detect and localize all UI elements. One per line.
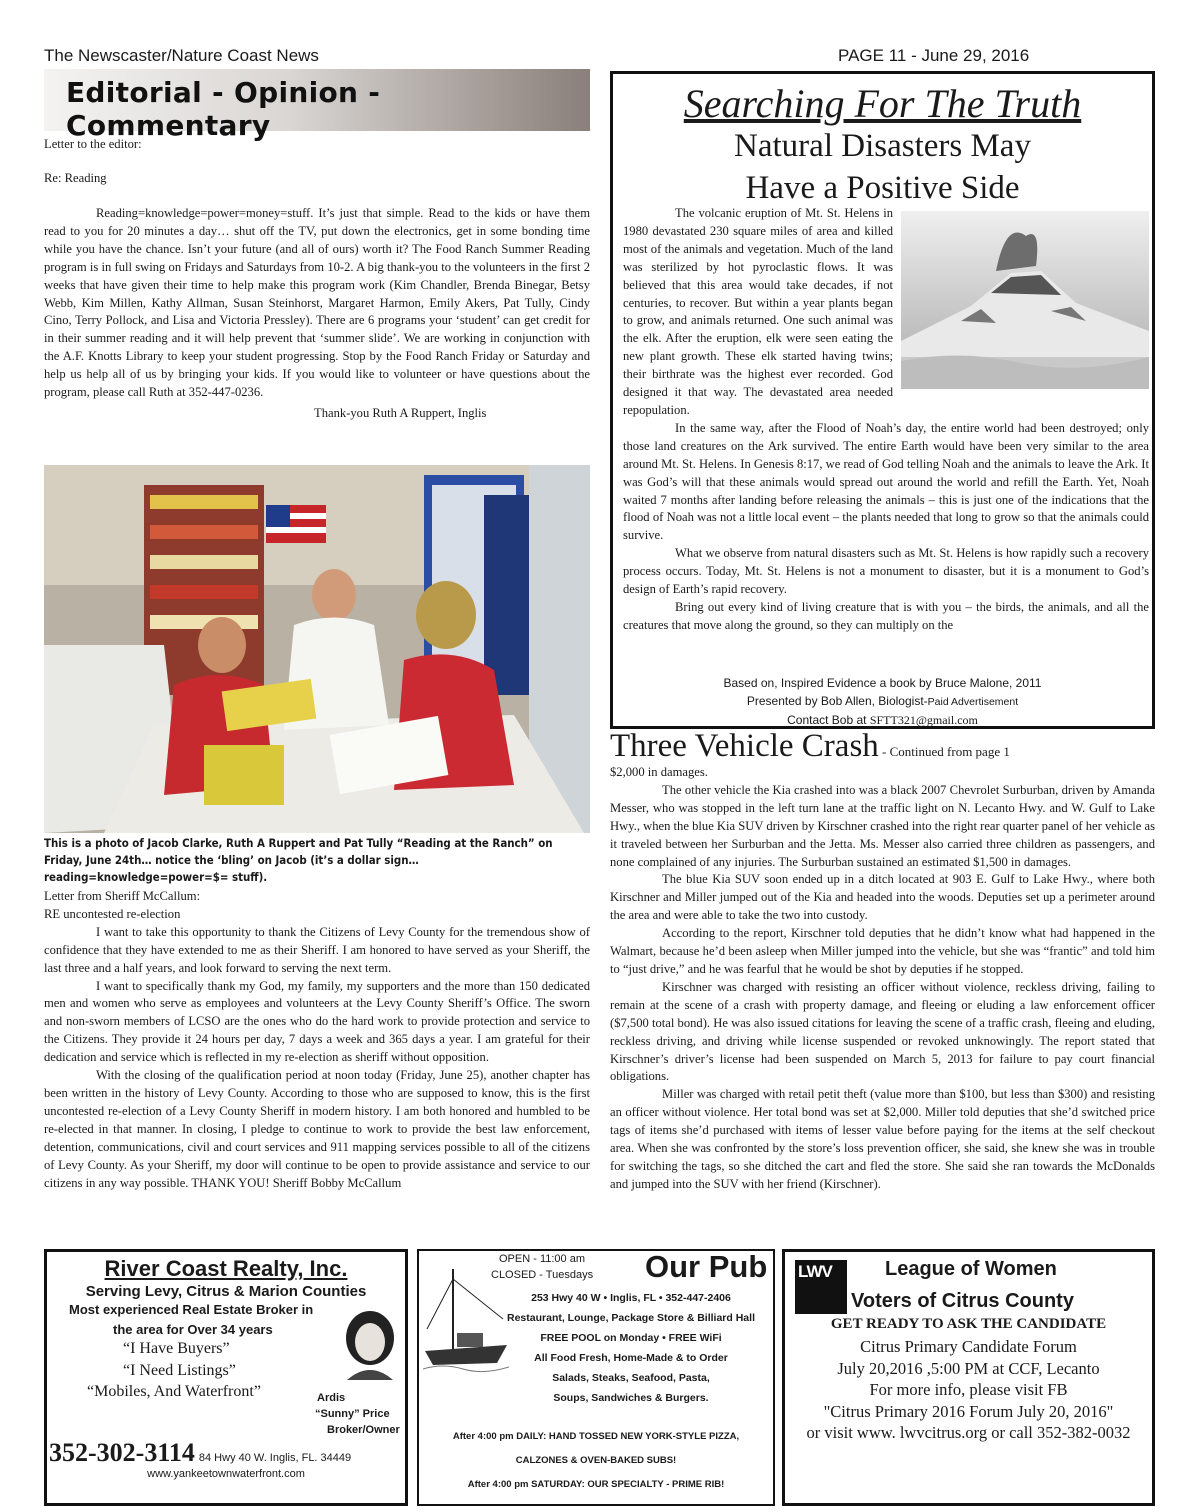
truth-contact-label: Contact Bob at — [787, 713, 870, 727]
pub-ad — [417, 1249, 775, 1506]
crash-p3: According to the report, Kirschner told deputies that he didn’t know what had happened in the Walmart, because he’d been asleep when Miller jumped into the vehicle, but she was “frantic” and told him to “just drive,” and he was fearful that he would be shot by deputies if he stopped. — [610, 926, 1155, 976]
lwv-logo-text: LWV — [798, 1262, 832, 1281]
truth-title: Searching For The Truth — [683, 81, 1082, 126]
lwv-name-1: League of Women — [885, 1258, 1057, 1280]
truth-p1: The volcanic eruption of Mt. St. Helens in 1980 devastated 230 square miles of area and killed most of the animals and vegetation. Much of the land was sterilized by hot pyroclastic flows. It was believed that this area would take decades, if not centuries, to recover. But within a year plants began to grow, and animals returned. One such animal was the elk. After the eruption, elk were seen eating the new plant growth. These elk started having twins; their birthrate was the highest ever recorded. God designed it that way. The devastated area needed repopulation. — [623, 206, 893, 417]
lwv-line-4: "Citrus Primary 2016 Forum July 20, 2016" — [823, 1401, 1114, 1421]
lwv-logo — [795, 1260, 847, 1314]
truth-p2: In the same way, after the Flood of Noah’s day, the entire world had been destroyed; only those land creatures on the Ark survived. The entire Earth would have been very similar to the area around Mt. St. Helens. In Genesis 8:17, we read of God telling Noah and the animals to leave the Ark. It was God’s will that these animals would spread out around the world and refill the Earth. Yet, Noah waited 7 months after landing before releasing the animals – this is just one of the indications that the flood of Noah was not a little local event – the plants needed that long to grow so that the animals could survive. — [623, 420, 1149, 543]
truth-presented: Presented by Bob Allen, Biologist- — [746, 694, 928, 708]
truth-presented-line — [613, 692, 1152, 711]
sheriff-letter-p2: I want to specifically thank my God, my family, my supporters and the more than 150 dedicated men and women who serve as employees and volunteers at the Levy County Sheriff’s Office. The sworn and non-sworn members of LCSO are the ones who do the hard work to provide protection and service to the Citizens. They provide it 24 hours per day, 7 days a week and 365 days a year. I am grateful for their dedication and service which is reflected in my re-election as sheriff without opposition. — [44, 978, 590, 1065]
pub-name: Our Pub — [645, 1249, 768, 1284]
truth-contact-email[interactable]: SFTT321@gmail.com — [869, 713, 978, 727]
truth-p4: Bring out every kind of living creature that is with you – the birds, the animals, and all the creatures that move along the ground, so they can multiply on the — [623, 599, 1149, 632]
realty-website[interactable]: www.yankeetownwaterfront.com — [147, 1468, 305, 1480]
pub-line-8: After 4:00 pm SATURDAY: OUR SPECIALTY - PRIME RIB! — [467, 1479, 725, 1490]
pub-line-2: FREE POOL on Monday • FREE WiFi — [540, 1332, 722, 1344]
reading-photo-image — [44, 465, 590, 833]
lwv-line-5[interactable]: or visit www. lwvcitrus.org or call 352-382-0032 — [806, 1423, 1131, 1442]
lwv-line-2: July 20,2016 ,5:00 PM at CCF, Lecanto — [837, 1358, 1100, 1378]
crash-p0: $2,000 in damages. — [610, 765, 708, 779]
realty-address: 84 Hwy 40 W. Inglis, FL. 34449 — [198, 1452, 352, 1464]
letter-label: Letter to the editor: — [44, 137, 142, 151]
crash-article — [610, 764, 1155, 1194]
pub-closed: CLOSED - Tuesdays — [491, 1269, 594, 1281]
truth-column-box — [610, 71, 1155, 729]
crash-p4: Kirschner was charged with resisting an officer without violence, reckless driving, failing to remain at the scene of a crash with property damage, and fleeing or eluding a law enforcement officer ($7,500 total bond). He was also issued citations for leaving the scene of a traffic crash, fleeing and eluding, reckless driving, and driving while license suspended or revoked unknowingly. The report stated that Kirschner’s driver’s license had been suspended on March 5, 2013 for failure to pay court financial obligations. — [610, 979, 1155, 1084]
sheriff-letter-p1: I want to take this opportunity to thank the Citizens of Levy County for the tremendous show of confidence that they have extended to me as their Sheriff. I am honored to have served as your Sheriff, the last three and a half years, and look forward to serving the next term. — [44, 924, 590, 975]
realty-experience-1: Most experienced Real Estate Broker in — [69, 1302, 314, 1317]
truth-source: Based on, Inspired Evidence a book by Bruce Malone, 2011 — [723, 676, 1042, 690]
crash-p1: The other vehicle the Kia crashed into was a black 2007 Chevrolet Surburban, driven by Amanda Messer, who was stopped in the left turn lane at the traffic light on N. Lecanto Hwy. and W. Gulf to Lake Hwy., when the blue Kia SUV driven by Kirschner crashed into the right rear quarter panel of her vehicle as it traveled between her Surburban and the Jetta. Ms. Messer also carried three children as passengers, and none complained of any injuries. The Surburban sustained an estimated $1,500 in damages. — [610, 782, 1155, 869]
broker-name-1: Ardis — [317, 1392, 346, 1404]
truth-footer — [613, 674, 1152, 729]
crash-headline: Three Vehicle Crash — [610, 728, 879, 764]
pub-line-6: After 4:00 pm DAILY: HAND TOSSED NEW YORK-STYLE PIZZA, — [452, 1431, 740, 1442]
letter-to-editor — [44, 134, 590, 421]
truth-subtitle-1: Natural Disasters May — [734, 128, 1031, 164]
pub-line-1: Restaurant, Lounge, Package Store & Billiard Hall — [507, 1312, 755, 1324]
pub-line-5: Soups, Sandwiches & Burgers. — [553, 1392, 709, 1404]
lwv-headline: GET READY TO ASK THE CANDIDATE — [830, 1316, 1107, 1332]
crash-continued: - Continued from page 1 — [878, 744, 1010, 759]
truth-contact-line — [613, 711, 1152, 729]
broker-portrait — [339, 1308, 401, 1380]
truth-paid-ad: Paid Advertisement — [927, 696, 1019, 708]
broker-name-2: “Sunny” Price — [315, 1408, 390, 1420]
crash-p2: The blue Kia SUV soon ended up in a ditch located at 903 E. Gulf to Lake Hwy., where both Kirschner and Miller jumped out of the Kia and headed into the woods. Deputies set up a perimeter around the area and were able to take the two into custody. — [610, 872, 1155, 923]
crash-p5: Miller was charged with retail petit theft (value more than $100, but less than $300) and resisting an officer without violence. Her total bond was set at $2,000. Miller told deputies that she’d switched price tags of items she’d purchased with items of lesser value before paying for the items at the self checkout area. When she was confronted by the store’s loss prevention officer, she said, she knew she was in trouble for switching the tags, so she ditched the cart and fled the store. She said she ran towards the McDonalds and jumped into the SUV with her friend (Kirschner). — [610, 1087, 1155, 1191]
sheriff-letter-subject: RE uncontested re-election — [44, 906, 181, 921]
truth-p3: What we observe from natural disasters such as Mt. St. Helens is how rapidly such a recovery process occurs. Today, Mt. St. Helens is not a monument to disaster, but it is a monument to God’s design of Earth’s rapid recovery. — [623, 546, 1149, 597]
publication-name: The Newscaster/Nature Coast News — [44, 46, 319, 65]
pub-line-3: All Food Fresh, Home-Made & to Order — [534, 1352, 728, 1364]
lwv-ad — [782, 1249, 1155, 1506]
realty-quote-1: “I Have Buyers” — [123, 1340, 230, 1357]
pub-line-4: Salads, Steaks, Seafood, Pasta, — [552, 1372, 710, 1384]
sheriff-letter — [44, 888, 590, 1192]
letter-signature: Thank-you Ruth A Ruppert, Inglis — [314, 405, 487, 420]
reading-photo — [44, 465, 590, 833]
sheriff-letter-label: Letter from Sheriff McCallum: — [44, 889, 201, 903]
editorial-banner-title: Editorial - Opinion - Commentary — [66, 76, 381, 142]
letter-subject: Re: Reading — [44, 171, 107, 185]
realty-experience-2: the area for Over 34 years — [113, 1322, 273, 1337]
realty-ad — [44, 1249, 408, 1506]
page-date: PAGE 11 - June 29, 2016 — [838, 46, 1030, 65]
letter-body: Reading=knowledge=power=money=stuff. It’s just that simple. Read to the kids or have them read to you for 20 minutes a day… shut off the TV, put down the electronics, get in some bonding time while you have the chance. Isn’t your future (and all of ours) worth it? The Food Ranch Summer Reading program is in full swing on Fridays and Saturdays from 10-2. A big thank-you to the volunteers in the first 2 weeks that have given their time to help make this program work (Kim Chandler, Brenda Binegar, Betsy Webb, Kim Millen, Kathy Allman, Susan Steinhorst, Margaret Harmon, Emily Akers, Pat Tully, Cindy Cino, Terry Pollock, and Lisa and Victoria Pressley). There are 6 programs your ‘student’ can get credit for in their summer reading and it will help prevent that ‘summer slide’. We are working in conjunction with the A.F. Knotts Library to keep your student progressing. Stop by the Food Ranch Friday or Saturday and help us help all of us by bringing your kids. If you would like to volunteer or have questions about the program, please call Ruth at 352-447-0236. — [44, 206, 590, 400]
volcano-photo — [901, 211, 1149, 389]
pub-address: 253 Hwy 40 W • Inglis, FL • 352-447-2406 — [531, 1292, 731, 1304]
broker-title: Broker/Owner — [327, 1424, 400, 1436]
lwv-line-3: For more info, please visit FB — [869, 1380, 1068, 1399]
lwv-line-1: Citrus Primary Candidate Forum — [860, 1337, 1077, 1356]
truth-subtitle-2: Have a Positive Side — [745, 170, 1020, 206]
pub-open: OPEN - 11:00 am — [499, 1253, 585, 1265]
crash-headline-block — [610, 728, 1010, 765]
sheriff-letter-p3: With the closing of the qualification period at noon today (Friday, June 25), another chapter has been written in the history of Levy County. According to those who are supposed to know, this is the first uncontested re-election of a Levy County Sheriff in modern history. I am both honored and humbled to be re-elected in that manner. In closing, I pledge to continue to work to provide the best law enforcement, detention, communications, civil and court services and 911 mapping services possible to all of the citizens of Levy County. As your Sheriff, my door will continue to be open to provide assistance and service to our citizens in any way possible. THANK YOU! Sheriff Bobby McCallum — [44, 1068, 590, 1190]
truth-body — [623, 205, 1149, 635]
realty-quote-3: “Mobiles, And Waterfront” — [87, 1383, 261, 1400]
realty-serving: Serving Levy, Citrus & Marion Counties — [85, 1283, 367, 1300]
realty-phone[interactable]: 352-302-3114 — [49, 1438, 195, 1467]
editorial-banner — [44, 69, 590, 142]
realty-quote-2: “I Need Listings” — [123, 1362, 236, 1379]
photo-caption: This is a photo of Jacob Clarke, Ruth A Ruppert and Pat Tully “Reading at the Ranch” on Friday, June 24th… notice the ‘bling’ on Jacob (it’s a dollar sign… reading=knowledge=power=$= stuff). — [44, 836, 553, 884]
lwv-name-2: Voters of Citrus County — [851, 1290, 1074, 1312]
pub-line-7: CALZONES & OVEN-BAKED SUBS! — [515, 1455, 677, 1466]
realty-name: River Coast Realty, Inc. — [104, 1256, 348, 1281]
